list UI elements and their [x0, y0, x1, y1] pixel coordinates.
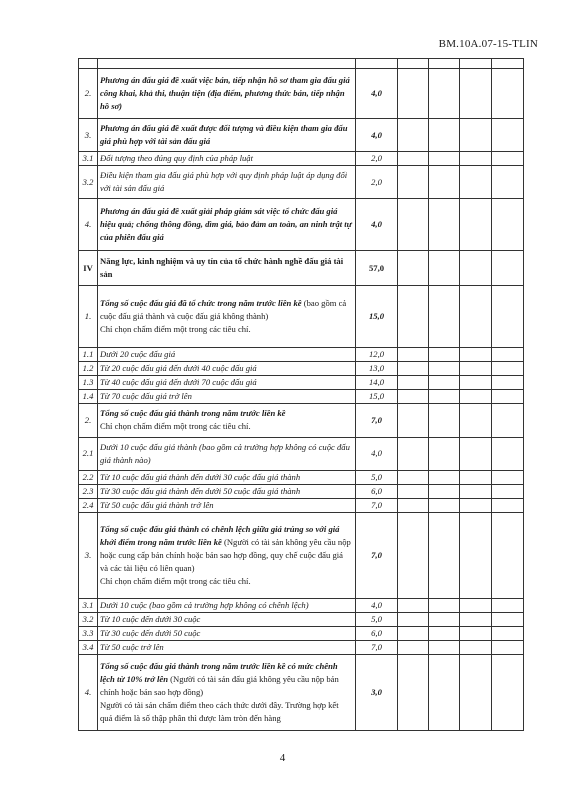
table-row	[79, 69, 524, 119]
max-score: 7,0	[356, 512, 398, 598]
criterion-title: Tổng số cuộc đấu giá thành trong năm trước liền kề	[100, 408, 286, 419]
row-number: 3.2	[79, 612, 98, 626]
score-entry-cell	[398, 69, 429, 119]
criterion-note: Chỉ chọn chấm điểm một trong các tiêu chí.	[100, 421, 251, 432]
score-entry-cell	[460, 389, 492, 403]
table-row	[79, 375, 524, 389]
score-entry-cell	[492, 403, 524, 437]
row-number: 2.	[79, 403, 98, 437]
max-score: 5,0	[356, 470, 398, 484]
score-entry-cell	[460, 654, 492, 730]
score-entry-cell	[429, 389, 460, 403]
score-entry-cell	[492, 251, 524, 286]
score-entry-cell	[429, 626, 460, 640]
criterion-text: Dưới 10 cuộc đấu giá thành (bao gồm cả trường hợp không có cuộc đấu giá thành nào)	[98, 437, 356, 470]
score-entry-cell	[398, 626, 429, 640]
max-score: 3,0	[356, 654, 398, 730]
max-score: 5,0	[356, 612, 398, 626]
score-entry-cell	[398, 152, 429, 166]
score-entry-cell	[460, 437, 492, 470]
criterion-text: Từ 30 cuộc đấu giá thành đến dưới 50 cuộc đấu giá thành	[98, 484, 356, 498]
score-entry-cell	[398, 361, 429, 375]
score-entry-cell	[460, 640, 492, 654]
document-code: BM.10A.07-15-TLIN	[438, 38, 538, 50]
score-entry-cell	[398, 166, 429, 199]
criterion-text	[98, 512, 356, 598]
score-entry-cell	[460, 348, 492, 362]
max-score: 2,0	[356, 166, 398, 199]
criterion-text	[98, 286, 356, 348]
score-entry-cell	[429, 251, 460, 286]
table-row	[79, 470, 524, 484]
row-number: 3.4	[79, 640, 98, 654]
score-entry-cell	[429, 403, 460, 437]
score-entry-cell	[429, 119, 460, 152]
row-number: 3.1	[79, 598, 98, 612]
score-entry-cell	[492, 59, 524, 69]
score-entry-cell	[460, 251, 492, 286]
score-entry-cell	[492, 286, 524, 348]
score-entry-cell	[398, 348, 429, 362]
evaluation-table	[78, 58, 524, 731]
score-entry-cell	[429, 152, 460, 166]
criterion-text: Phương án đấu giá đề xuất giải pháp giám sát việc tổ chức đấu giá hiệu quả; chống thông đồng, dìm giá, bảo đảm an toàn, an ninh trật tự của phiên đấu giá	[98, 199, 356, 251]
row-number: 4.	[79, 654, 98, 730]
score-entry-cell	[429, 470, 460, 484]
score-entry-cell	[398, 640, 429, 654]
criterion-text: Từ 50 cuộc trở lên	[98, 640, 356, 654]
table-row	[79, 598, 524, 612]
score-entry-cell	[492, 119, 524, 152]
table-row	[79, 251, 524, 286]
criterion-text: Đối tượng theo đúng quy định của pháp luật	[98, 152, 356, 166]
score-entry-cell	[429, 498, 460, 512]
max-score: 57,0	[356, 251, 398, 286]
score-entry-cell	[460, 166, 492, 199]
criterion-text: Dưới 10 cuộc (bao gồm cả trường hợp không có chênh lệch)	[98, 598, 356, 612]
score-entry-cell	[492, 626, 524, 640]
criterion-note: Người có tài sản chấm điểm theo cách thức dưới đây. Trường hợp kết quả điểm là số thập phân thì được làm tròn đến hàng	[100, 699, 339, 723]
score-entry-cell	[460, 484, 492, 498]
score-entry-cell	[492, 598, 524, 612]
score-entry-cell	[492, 389, 524, 403]
score-entry-cell	[429, 484, 460, 498]
criterion-title: Tổng số cuộc đấu giá đã tổ chức trong năm trước liền kề	[100, 298, 302, 309]
max-score	[356, 59, 398, 69]
criterion-text: Phương án đấu giá đề xuất việc bán, tiếp nhận hồ sơ tham gia đấu giá công khai, khả thi, thuận tiện (địa điểm, phương thức bán, tiếp nhận hồ sơ)	[98, 69, 356, 119]
max-score: 4,0	[356, 119, 398, 152]
max-score: 15,0	[356, 286, 398, 348]
max-score: 7,0	[356, 640, 398, 654]
score-entry-cell	[492, 640, 524, 654]
max-score: 2,0	[356, 152, 398, 166]
score-entry-cell	[460, 199, 492, 251]
score-entry-cell	[429, 375, 460, 389]
score-entry-cell	[429, 598, 460, 612]
criterion-text	[98, 403, 356, 437]
score-entry-cell	[429, 361, 460, 375]
max-score: 6,0	[356, 484, 398, 498]
table-row	[79, 612, 524, 626]
max-score: 7,0	[356, 498, 398, 512]
row-number: 4.	[79, 199, 98, 251]
row-number: 3.2	[79, 166, 98, 199]
score-entry-cell	[429, 612, 460, 626]
row-number: 1.4	[79, 389, 98, 403]
max-score: 7,0	[356, 403, 398, 437]
score-entry-cell	[492, 152, 524, 166]
criterion-text: Từ 50 cuộc đấu giá thành trở lên	[98, 498, 356, 512]
score-entry-cell	[492, 498, 524, 512]
score-entry-cell	[460, 498, 492, 512]
score-entry-cell	[398, 612, 429, 626]
row-number: 1.1	[79, 348, 98, 362]
score-entry-cell	[429, 69, 460, 119]
max-score: 4,0	[356, 437, 398, 470]
score-entry-cell	[460, 612, 492, 626]
score-entry-cell	[398, 59, 429, 69]
criterion-note: Chỉ chọn chấm điểm một trong các tiêu chí.	[100, 323, 251, 334]
score-entry-cell	[460, 119, 492, 152]
score-entry-cell	[429, 199, 460, 251]
score-entry-cell	[460, 59, 492, 69]
criterion-text	[98, 654, 356, 730]
row-number: 1.2	[79, 361, 98, 375]
score-entry-cell	[398, 375, 429, 389]
score-entry-cell	[492, 484, 524, 498]
criterion-title: Tổng số cuộc đấu giá thành có chênh lệch giữa giá trúng so với giá khởi điểm trong năm trước liền kề	[100, 523, 340, 547]
score-entry-cell	[492, 470, 524, 484]
score-entry-cell	[398, 437, 429, 470]
row-number: 2.4	[79, 498, 98, 512]
score-entry-cell	[492, 361, 524, 375]
table-row	[79, 626, 524, 640]
score-entry-cell	[460, 598, 492, 612]
row-number: 2.	[79, 69, 98, 119]
score-entry-cell	[492, 612, 524, 626]
max-score: 13,0	[356, 361, 398, 375]
criterion-title: Tổng số cuộc đấu giá thành trong năm trước liền kề có mức chênh lệch từ 10% trở lên	[100, 660, 338, 684]
score-entry-cell	[398, 470, 429, 484]
criterion-detail: (bao gồm cả cuộc đấu giá thành và cuộc đấu giá không thành)	[100, 298, 347, 322]
score-entry-cell	[398, 598, 429, 612]
score-entry-cell	[398, 484, 429, 498]
criterion-text: Từ 40 cuộc đấu giá đến dưới 70 cuộc đấu giá	[98, 375, 356, 389]
row-number: 3.1	[79, 152, 98, 166]
score-entry-cell	[429, 348, 460, 362]
score-entry-cell	[460, 403, 492, 437]
table-row	[79, 498, 524, 512]
score-entry-cell	[492, 69, 524, 119]
score-entry-cell	[398, 199, 429, 251]
row-number: 2.2	[79, 470, 98, 484]
criterion-text: Phương án đấu giá đề xuất được đối tượng và điều kiện tham gia đấu giá phù hợp với tài sản đấu giá	[98, 119, 356, 152]
score-entry-cell	[429, 512, 460, 598]
score-entry-cell	[398, 654, 429, 730]
row-number: 3.	[79, 512, 98, 598]
score-entry-cell	[460, 375, 492, 389]
table-row	[79, 152, 524, 166]
score-entry-cell	[398, 286, 429, 348]
score-entry-cell	[429, 166, 460, 199]
table-row	[79, 199, 524, 251]
score-entry-cell	[492, 654, 524, 730]
max-score: 14,0	[356, 375, 398, 389]
row-number: IV	[79, 251, 98, 286]
max-score: 4,0	[356, 69, 398, 119]
score-entry-cell	[460, 470, 492, 484]
table-row	[79, 59, 524, 69]
row-number: 3.3	[79, 626, 98, 640]
score-entry-cell	[492, 437, 524, 470]
criterion-text	[98, 59, 356, 69]
row-number	[79, 59, 98, 69]
max-score: 6,0	[356, 626, 398, 640]
score-entry-cell	[398, 512, 429, 598]
table-row	[79, 286, 524, 348]
table-row	[79, 654, 524, 730]
score-entry-cell	[398, 389, 429, 403]
table-row	[79, 512, 524, 598]
max-score: 15,0	[356, 389, 398, 403]
score-entry-cell	[460, 361, 492, 375]
criterion-text: Dưới 20 cuộc đấu giá	[98, 348, 356, 362]
page-number: 4	[279, 752, 286, 764]
max-score: 4,0	[356, 598, 398, 612]
table-row	[79, 389, 524, 403]
score-entry-cell	[460, 512, 492, 598]
max-score: 12,0	[356, 348, 398, 362]
score-entry-cell	[492, 348, 524, 362]
score-entry-cell	[398, 403, 429, 437]
criterion-detail: (Người có tài sản không yêu cầu nộp hoặc cung cấp bản chính hoặc bản sao hợp đồng, quy chế cuộc đấu giá và các tài liệu có liên quan)	[100, 536, 351, 573]
max-score: 4,0	[356, 199, 398, 251]
criterion-note: Chỉ chọn chấm điểm một trong các tiêu chí.	[100, 575, 251, 586]
score-entry-cell	[492, 375, 524, 389]
table-row	[79, 640, 524, 654]
score-entry-cell	[429, 286, 460, 348]
table-row	[79, 119, 524, 152]
table-row	[79, 361, 524, 375]
row-number: 1.	[79, 286, 98, 348]
table-row	[79, 348, 524, 362]
criterion-text: Từ 10 cuộc đấu giá thành đến dưới 30 cuộc đấu giá thành	[98, 470, 356, 484]
row-number: 3.	[79, 119, 98, 152]
criterion-text: Từ 70 cuộc đấu giá trở lên	[98, 389, 356, 403]
table-row	[79, 166, 524, 199]
table-row	[79, 403, 524, 437]
criterion-detail: (Người có tài sản đấu giá không yêu cầu nộp bản chính hoặc bản sao hợp đồng)	[100, 673, 339, 697]
score-entry-cell	[398, 498, 429, 512]
row-number: 2.1	[79, 437, 98, 470]
score-entry-cell	[460, 152, 492, 166]
score-entry-cell	[492, 166, 524, 199]
score-entry-cell	[398, 251, 429, 286]
criterion-text: Năng lực, kinh nghiệm và uy tín của tổ chức hành nghề đấu giá tài sản	[98, 251, 356, 286]
criterion-text: Từ 30 cuộc đến dưới 50 cuộc	[98, 626, 356, 640]
table-row	[79, 437, 524, 470]
criterion-text: Điều kiện tham gia đấu giá phù hợp với quy định pháp luật áp dụng đối với tài sản đấu giá	[98, 166, 356, 199]
score-entry-cell	[492, 199, 524, 251]
score-entry-cell	[429, 59, 460, 69]
score-entry-cell	[460, 286, 492, 348]
score-entry-cell	[492, 512, 524, 598]
score-entry-cell	[398, 119, 429, 152]
score-entry-cell	[429, 654, 460, 730]
row-number: 2.3	[79, 484, 98, 498]
score-entry-cell	[460, 69, 492, 119]
score-entry-cell	[460, 626, 492, 640]
criterion-text: Từ 10 cuộc đến dưới 30 cuộc	[98, 612, 356, 626]
row-number: 1.3	[79, 375, 98, 389]
table-row	[79, 484, 524, 498]
score-entry-cell	[429, 437, 460, 470]
criterion-text: Từ 20 cuộc đấu giá đến dưới 40 cuộc đấu giá	[98, 361, 356, 375]
score-entry-cell	[429, 640, 460, 654]
